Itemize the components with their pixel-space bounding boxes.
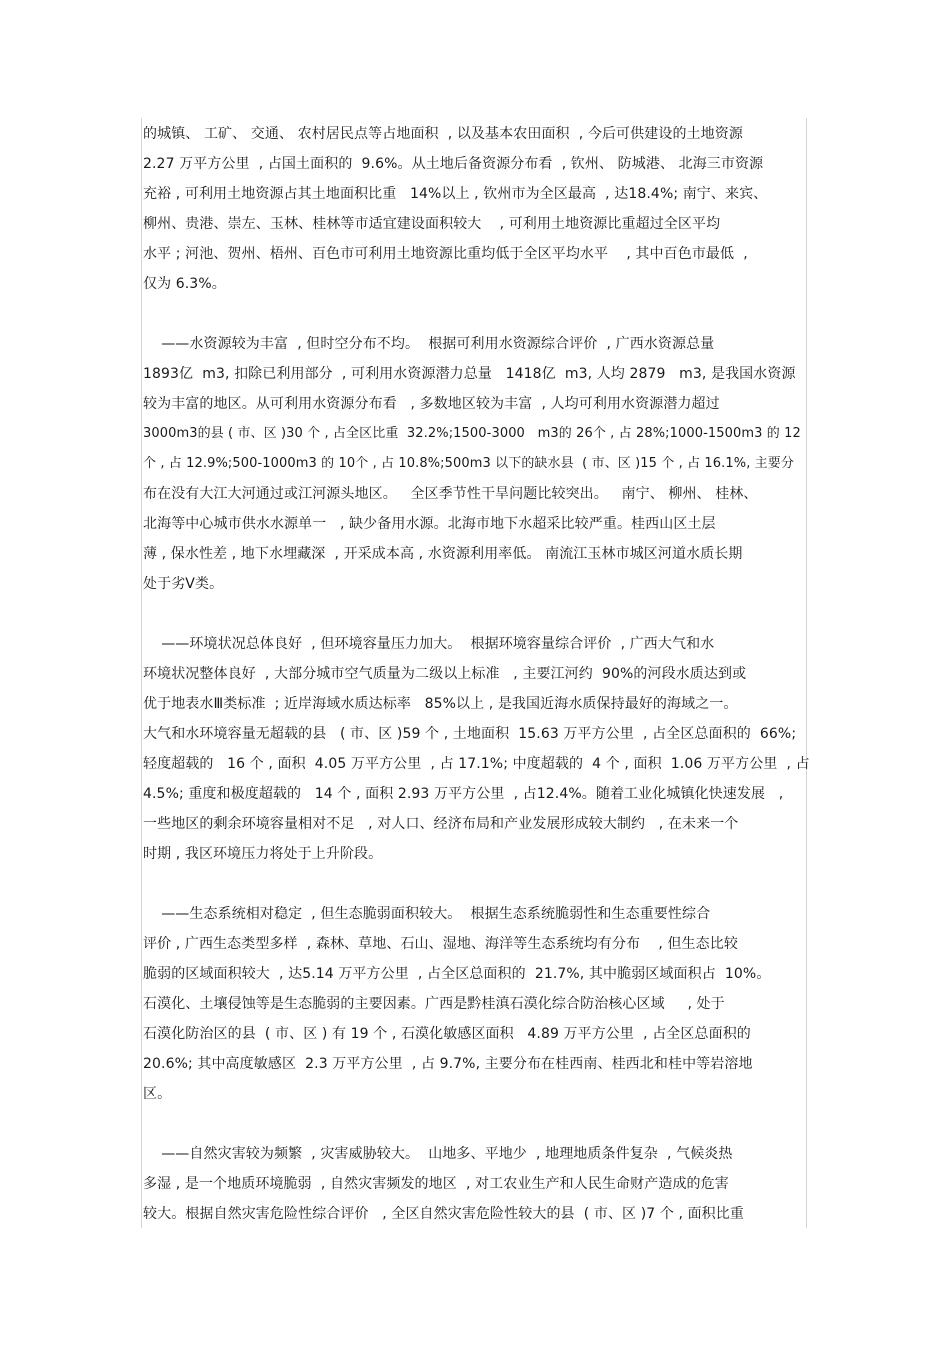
text-line: 石漠化、土壤侵蚀等是生态脆弱的主要因素。广西是黔桂滇石漠化综合防治核心区域 , 处于 <box>143 996 725 1012</box>
text-line: 20.6%; 其中高度敏感区 2.3 万平方公里 , 占 9.7%, 主要分布在桂西南、桂西北和桂中等岩溶地 <box>143 1056 753 1072</box>
text-line: 处于劣Ⅴ类。 <box>143 576 224 592</box>
text-line: 多湿 , 是一个地质环境脆弱 , 自然灾害频发的地区 , 对工农业生产和人民生命财产造成的危害 <box>143 1176 729 1192</box>
text-line: ——生态系统相对稳定 , 但生态脆弱面积较大。 根据生态系统脆弱性和生态重要性综合 <box>143 906 711 922</box>
text-line: ——自然灾害较为频繁 , 灾害威胁较大。 山地多、平地少 , 地理地质条件复杂 , 气候炎热 <box>143 1146 733 1162</box>
text-line: 水平 ; 河池、贺州、梧州、百色市可利用土地资源比重均低于全区平均水平 , 其中百色市最低 , <box>143 246 748 262</box>
text-line: 2.27 万平方公里 , 占国土面积的 9.6%。从土地后备资源分布看 , 钦州、 防城港、 北海三市资源 <box>143 156 764 172</box>
text-line: 环境状况整体良好 , 大部分城市空气质量为二级以上标准 , 主要江河约 90%的河段水质达到或 <box>143 666 747 682</box>
text-line: 个 , 占 12.9%;500-1000m3 的 10个 , 占 10.8%;500m3 以下的缺水县 ( 市、区 )15 个 , 占 16.1%, 主要分 <box>143 456 794 471</box>
text-line: 的城镇、 工矿、 交通、 农村居民点等占地面积 , 以及基本农田面积 , 今后可供建设的土地资源 <box>143 126 743 142</box>
text-line: 一些地区的剩余环境容量相对不足 , 对人口、经济布局和产业发展形成较大制约 , 在未来一个 <box>143 816 739 832</box>
text-line: 布在没有大江大河通过或江河源头地区。 全区季节性干旱问题比较突出。 南宁、 柳州、 桂林、 <box>143 486 758 502</box>
text-line: ——水资源较为丰富 , 但时空分布不均。 根据可利用水资源综合评价 , 广西水资源总量 <box>143 336 715 352</box>
text-line: 柳州、贵港、崇左、玉林、桂林等市适宜建设面积较大 , 可利用土地资源比重超过全区平均 <box>143 216 721 232</box>
text-line: 较为丰富的地区。从可利用水资源分布看 , 多数地区较为丰富 , 人均可利用水资源潜力超过 <box>143 396 720 412</box>
text-line: 脆弱的区域面积较大 , 达5.14 万平方公里 , 占全区总面积的 21.7%, 其中脆弱区域面积占 10%。 <box>143 966 771 982</box>
text-line: 充裕 , 可利用土地资源占其土地面积比重 14%以上 , 钦州市为全区最高 , 达18.4%; 南宁、来宾、 <box>143 186 768 202</box>
text-line: 薄 , 保水性差 , 地下水埋藏深 , 开采成本高 , 水资源利用率低。 南流江玉林市城区河道水质长期 <box>143 546 743 562</box>
text-line: 4.5%; 重度和极度超载的 14 个 , 面积 2.93 万平方公里 , 占12.4%。随着工业化城镇化快速发展 , <box>143 786 784 802</box>
text-line: 1893亿 m3, 扣除已利用部分 , 可利用水资源潜力总量 1418亿 m3, 人均 2879 m3, 是我国水资源 <box>143 366 796 382</box>
text-line: 较大。根据自然灾害危险性综合评价 , 全区自然灾害危险性较大的县 ( 市、区 )7 个 , 面积比重 <box>143 1206 744 1222</box>
text-line: 石漠化防治区的县 ( 市、区 ) 有 19 个 , 石漠化敏感区面积 4.89 万平方公里 , 占全区总面积的 <box>143 1026 751 1042</box>
text-line: 北海等中心城市供水水源单一 , 缺少备用水源。北海市地下水超采比较严重。桂西山区土层 <box>143 516 716 532</box>
text-line: 轻度超载的 16 个 , 面积 4.05 万平方公里 , 占 17.1%; 中度超载的 4 个 , 面积 1.06 万平方公里 , 占 <box>143 756 810 772</box>
text-line: 时期 , 我区环境压力将处于上升阶段。 <box>143 846 383 862</box>
text-line: 3000m3的县 ( 市、区 )30 个 , 占全区比重 32.2%;1500-3000 m3的 26个 , 占 28%;1000-1500m3 的 12 <box>143 426 801 441</box>
text-line: ——环境状况总体良好 , 但环境容量压力加大。 根据环境容量综合评价 , 广西大气和水 <box>143 636 715 652</box>
text-line: 大气和水环境容量无超载的县 ( 市、区 )59 个 , 土地面积 15.63 万平方公里 , 占全区总面积的 66%; <box>143 726 797 742</box>
text-line: 优于地表水Ⅲ类标准 ; 近岸海域水质达标率 85%以上 , 是我国近海水质保持最好的海域之一。 <box>143 696 738 712</box>
text-line: 评价 , 广西生态类型多样 , 森林、草地、石山、湿地、海洋等生态系统均有分布 , 但生态比较 <box>143 936 738 952</box>
page-left-border <box>141 118 142 1228</box>
text-line: 区。 <box>143 1086 172 1102</box>
text-line: 仅为 6.3%。 <box>143 276 226 292</box>
